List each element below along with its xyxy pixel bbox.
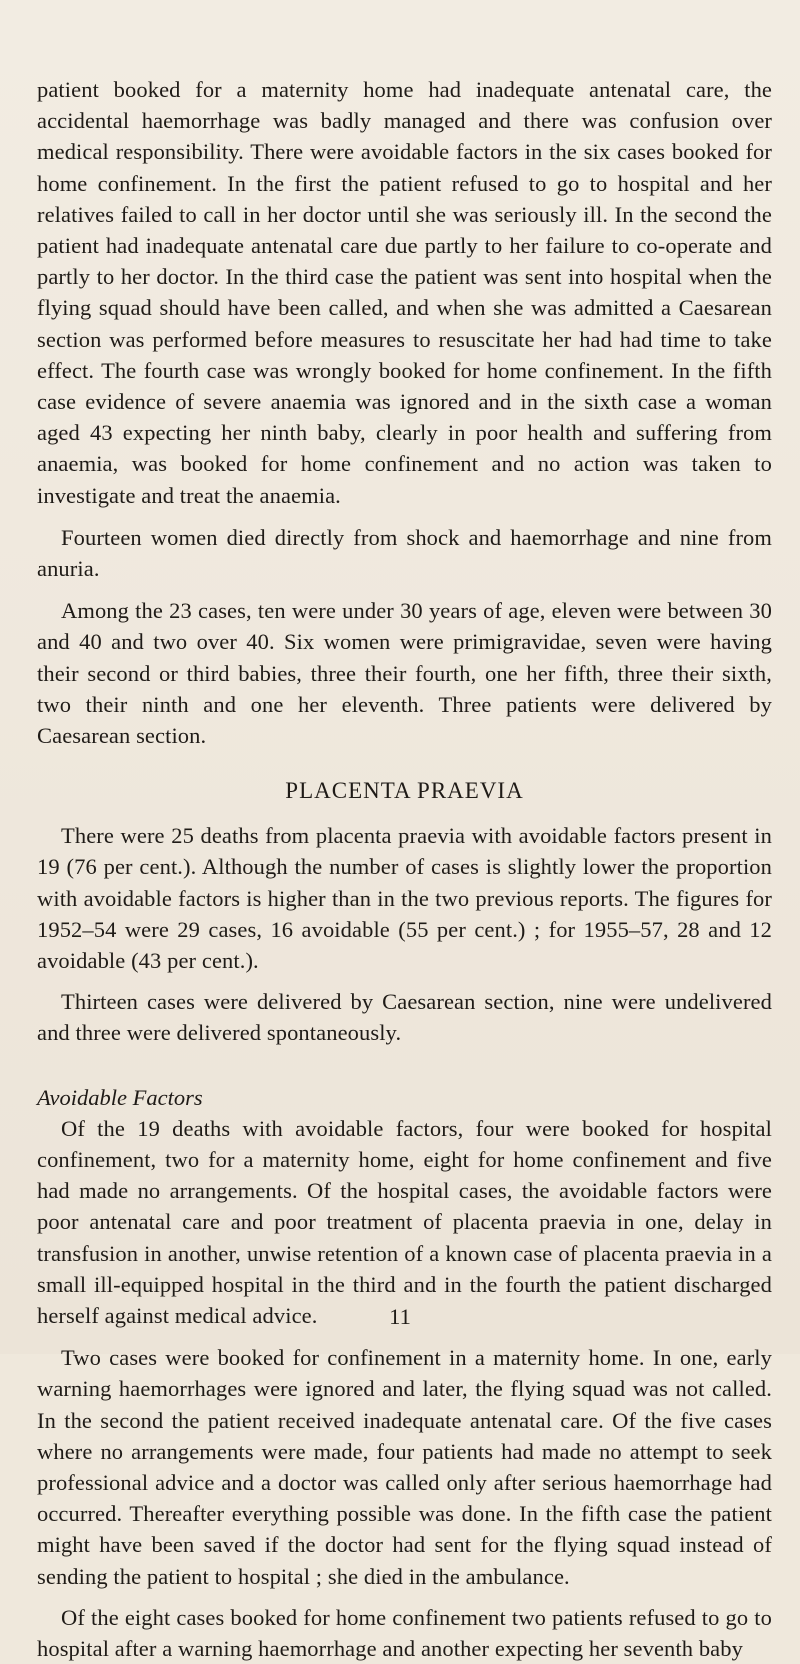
placenta-paragraph-1: There were 25 deaths from placenta praevia with avoidable factors present in 19 (76 per cent.). Although the number of cases is slightly lower the proportion with avoidable factors is higher than in the two previous reports. The figures for 1952–54 were 29 cases, 16 avoidable (55 per cent.) ; for 1955–57, 28 and 12 avoidable (43 per cent.). bbox=[37, 823, 772, 974]
intro-paragraph-1: patient booked for a maternity home had inadequate antenatal care, the accidental haemorrhage was badly managed and there was confusion over medical responsibility. There were avoidable factors in the six cases booked for home confinement. In the first the patient refused to go to hospital and her relatives failed to call in her doctor until she was seriously ill. In the second the patient had inadequate antenatal care due partly to her failure to co-operate and partly to her doctor. In the third case the patient was sent into hospital when the flying squad should have been called, and when she was admitted a Caesarean section was performed before measures to resuscitate her had had time to take effect. The fourth case was wrongly booked for home confinement. In the fifth case evidence of severe anaemia was ignored and in the sixth case a woman aged 43 expecting her ninth baby, clearly in poor health and suffering from anaemia, was booked for home confinement and no action was taken to investigate and treat the anaemia. bbox=[37, 77, 772, 508]
intro-paragraph-3: Among the 23 cases, ten were under 30 years of age, eleven were between 30 and 40 and two over 40. Six women were primigravidae, seven were having their second or third babies, three their fourth, one her fifth, three their sixth, two their ninth and one her eleventh. Three patients were delivered by Caesarean section. bbox=[37, 598, 772, 749]
avoidable-paragraph-1: Of the 19 deaths with avoidable factors, four were booked for hospital confinement, two for a maternity home, eight for home confinement and five had made no arrangements. Of the hospital cases, the avoidable factors were poor antenatal care and poor treatment of placenta praevia in one, delay in transfusion in another, unwise retention of a known case of placenta praevia in a small ill-equipped hospital in the third and in the fourth the patient discharged herself against medical advice. bbox=[37, 1115, 772, 1328]
avoidable-paragraph-2: Two cases were booked for confinement in a maternity home. In one, early warning haemorrhages were ignored and later, the flying squad was not called. In the second the patient received inadequate antenatal care. Of the five cases where no arrangements were made, four patients had made no attempt to seek professional advice and a doctor was called only after serious haemorrhage had occurred. Thereafter everything possible was done. In the fifth case the patient might have been saved if the doctor had sent for the flying squad instead of sending the patient to hospital ; she died in the ambulance. bbox=[37, 1345, 772, 1589]
avoidable-paragraph-3: Of the eight cases booked for home confinement two patients refused to go to hospital after a warning haemorrhage and another expecting her seventh baby bbox=[37, 1604, 772, 1661]
placenta-paragraph-2: Thirteen cases were delivered by Caesarean section, nine were undelivered and three were delivered spontaneously. bbox=[37, 989, 772, 1046]
section-heading-placenta-praevia: PLACENTA PRAEVIA bbox=[285, 778, 524, 804]
page-number: 11 bbox=[389, 1304, 411, 1329]
intro-paragraph-2: Fourteen women died directly from shock and haemorrhage and nine from anuria. bbox=[37, 524, 772, 582]
subheading-avoidable-factors: Avoidable Factors bbox=[37, 1084, 203, 1110]
